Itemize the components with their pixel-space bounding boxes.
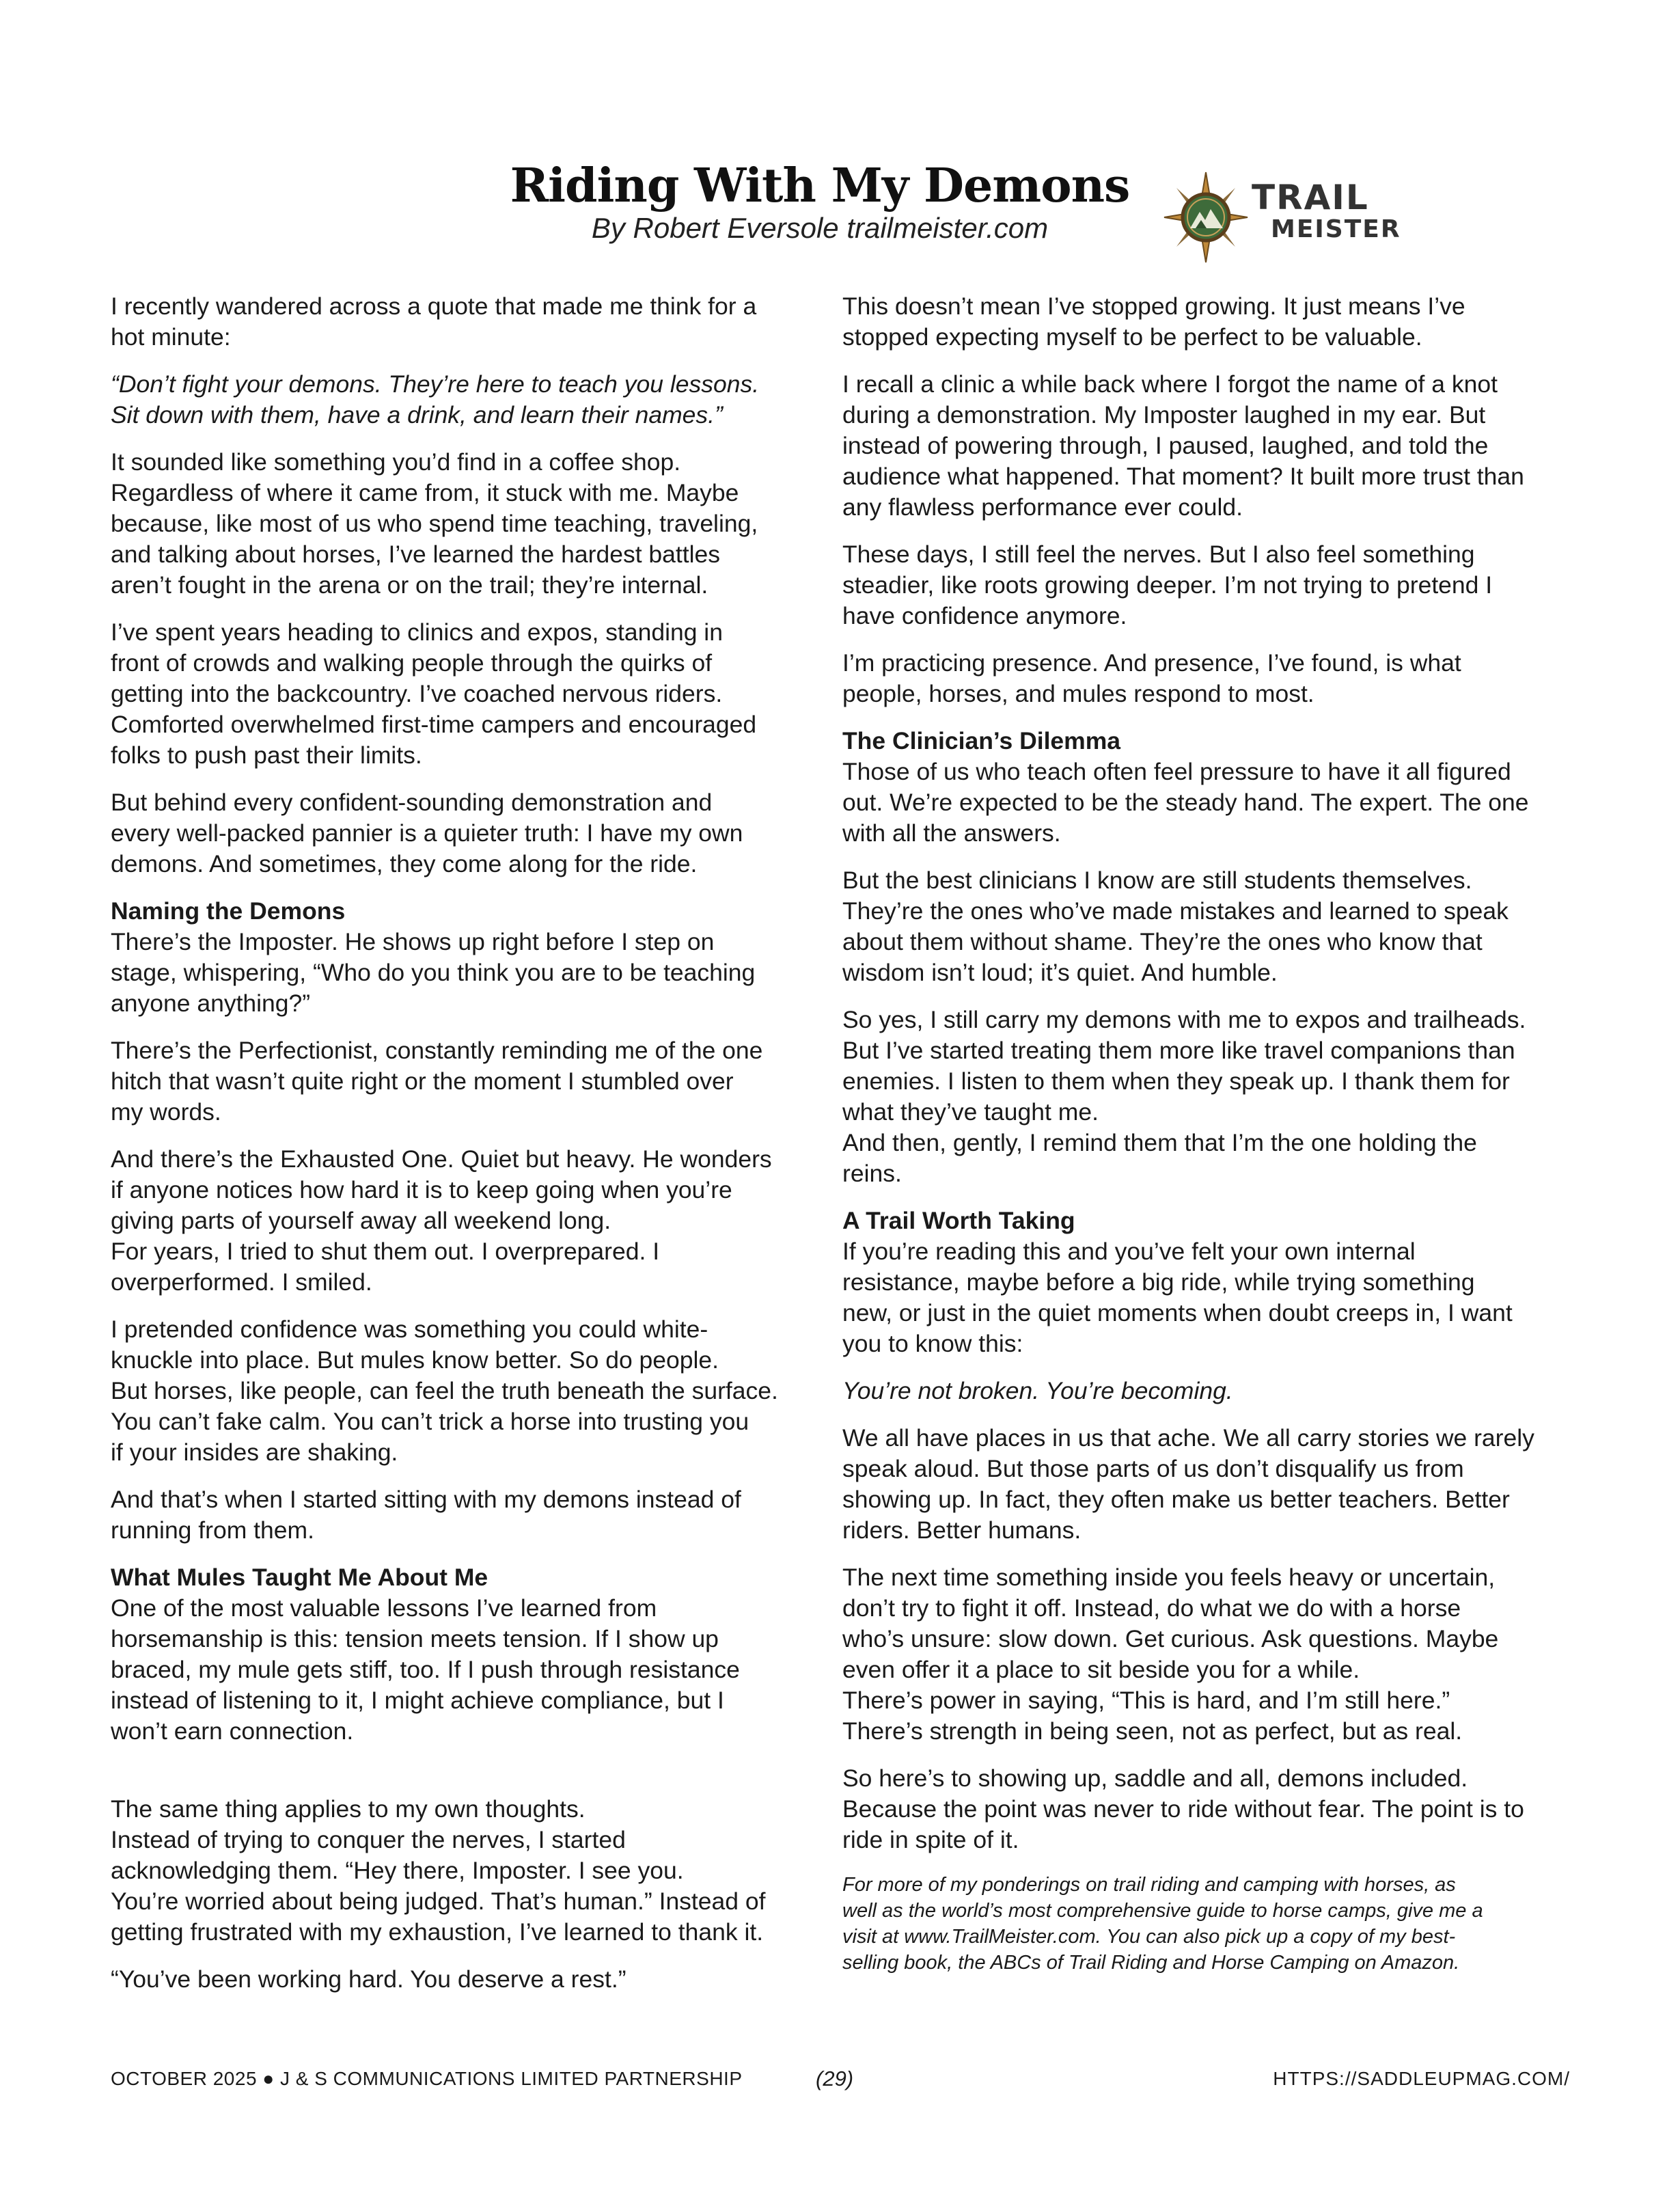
text-line: I’m practicing presence. And presence, I’ve found, is what <box>842 649 1461 677</box>
text-line: For years, I tried to shut them out. I overprepared. I <box>111 1238 660 1265</box>
text-line: showing up. In fact, they often make us better teachers. Better <box>842 1486 1510 1513</box>
text-line: and talking about horses, I’ve learned the hardest battles <box>111 541 721 568</box>
page-footer <box>111 2065 1570 2093</box>
paragraph <box>111 1484 799 1546</box>
text-line: front of crowds and walking people through the quirks of <box>111 649 713 677</box>
text-line: hitch that wasn’t quite right or the moment I stumbled over <box>111 1067 734 1095</box>
text-line: But I’ve started treating them more like travel companions than <box>842 1037 1515 1064</box>
paragraph <box>842 1423 1570 1546</box>
text-line: speak aloud. But those parts of us don’t disqualify us from <box>842 1455 1464 1482</box>
text-line: For more of my ponderings on trail riding and camping with horses, as <box>842 1874 1456 1896</box>
text-line: demons. And sometimes, they come along for the ride. <box>111 850 698 877</box>
paragraph <box>111 1314 799 1468</box>
article-byline: By Robert Eversole trailmeister.com <box>591 212 1049 244</box>
author-footnote <box>842 1872 1570 1976</box>
text-line: if your insides are shaking. <box>111 1439 398 1466</box>
text-line: don’t try to fight it off. Instead, do what we do with a horse <box>842 1594 1461 1622</box>
logo-meister-text: MEISTER <box>1271 215 1401 243</box>
trailmeister-logo <box>1161 169 1401 272</box>
text-line: won’t earn connection. <box>111 1717 354 1745</box>
text-line: you to know this: <box>842 1330 1023 1357</box>
text-line: stage, whispering, “Who do you think you are to be teaching <box>111 959 756 986</box>
text-line: They’re the ones who’ve made mistakes and learned to speak <box>842 897 1509 925</box>
section <box>842 1206 1570 1359</box>
text-line: ride in spite of it. <box>842 1826 1019 1853</box>
text-line: So here’s to showing up, saddle and all, demons included. <box>842 1765 1468 1792</box>
text-line: braced, my mule gets stiff, too. If I push through resistance <box>111 1656 740 1683</box>
text-line: The next time something inside you feels heavy or uncertain, <box>842 1564 1496 1591</box>
text-line: And there’s the Exhausted One. Quiet but heavy. He wonders <box>111 1145 772 1173</box>
text-line: There’s strength in being seen, not as perfect, but as real. <box>842 1717 1463 1745</box>
text-line: folks to push past their limits. <box>111 741 422 769</box>
section-heading: A Trail Worth Taking <box>842 1207 1075 1234</box>
paragraph <box>842 1005 1570 1189</box>
pull-quote <box>111 369 799 431</box>
footer-website: HTTPS://SADDLEUPMAG.COM/ <box>1273 2068 1570 2089</box>
article-header <box>478 159 1161 246</box>
text-line: It sounded like something you’d find in a coffee shop. <box>111 448 681 476</box>
paragraph <box>842 369 1570 523</box>
text-line: But behind every confident-sounding demonstration and <box>111 789 713 816</box>
text-line: instead of powering through, I paused, laughed, and told the <box>842 432 1489 459</box>
text-line: what they’ve taught me. <box>842 1098 1099 1126</box>
paragraph <box>842 648 1570 709</box>
section <box>111 1562 799 1747</box>
section <box>842 726 1570 849</box>
text-line: Instead of trying to conquer the nerves, I started <box>111 1826 626 1853</box>
text-line: because, like most of us who spend time teaching, traveling, <box>111 510 758 537</box>
text-line: Regardless of where it came from, it stuck with me. Maybe <box>111 479 739 506</box>
text-line: These days, I still feel the nerves. But I also feel something <box>842 541 1475 568</box>
text-line: I’ve spent years heading to clinics and expos, standing in <box>111 618 723 646</box>
paragraph <box>111 291 799 353</box>
text-line: So yes, I still carry my demons with me to expos and trailheads. <box>842 1006 1526 1033</box>
text-line: audience what happened. That moment? It built more trust than <box>842 463 1524 490</box>
text-line: I recently wandered across a quote that made me think for a <box>111 292 757 320</box>
text-line: during a demonstration. My Imposter laughed in my ear. But <box>842 401 1486 428</box>
text-line: instead of listening to it, I might achieve compliance, but I <box>111 1687 724 1714</box>
italic-statement <box>842 1376 1570 1406</box>
section-heading: Naming the Demons <box>111 897 346 925</box>
text-line: acknowledging them. “Hey there, Imposter. I see you. <box>111 1857 684 1884</box>
text-line: hot minute: <box>111 323 231 351</box>
text-line: “You’ve been working hard. You deserve a rest.” <box>111 1965 626 1993</box>
text-line: running from them. <box>111 1516 314 1544</box>
paragraph <box>111 1144 799 1298</box>
text-line: And then, gently, I remind them that I’m the one holding the <box>842 1129 1477 1156</box>
text-line: getting frustrated with my exhaustion, I’ve learned to thank it. <box>111 1918 764 1946</box>
text-line: There’s the Imposter. He shows up right before I step on <box>111 928 715 955</box>
text-line: The same thing applies to my own thoughts. <box>111 1795 586 1823</box>
text-line: getting into the backcountry. I’ve coached nervous riders. <box>111 680 723 707</box>
text-line: If you’re reading this and you’ve felt your own internal <box>842 1238 1416 1265</box>
paragraph <box>842 865 1570 988</box>
text-line: But the best clinicians I know are still students themselves. <box>842 867 1472 894</box>
text-line: wisdom isn’t loud; it’s quiet. And humble. <box>842 959 1278 986</box>
paragraph <box>842 291 1570 353</box>
text-line: You’re worried about being judged. That’s human.” Instead of <box>111 1888 766 1915</box>
text-line: steadier, like roots growing deeper. I’m not trying to pretend I <box>842 571 1493 599</box>
text-line: There’s power in saying, “This is hard, and I’m still here.” <box>842 1687 1450 1714</box>
text-line: aren’t fought in the arena or on the trail; they’re internal. <box>111 571 708 599</box>
text-line: horsemanship is this: tension meets tension. If I show up <box>111 1625 719 1652</box>
paragraph <box>111 447 799 601</box>
paragraph <box>111 617 799 771</box>
paragraph <box>842 539 1570 631</box>
page-number: (29) <box>816 2067 854 2090</box>
text-line: selling book, the ABCs of Trail Riding and Horse Camping on Amazon. <box>842 1952 1460 1974</box>
text-line: overperformed. I smiled. <box>111 1268 372 1296</box>
text-line: out. We’re expected to be the steady hand. The expert. The one <box>842 789 1529 816</box>
paragraph <box>842 1763 1570 1855</box>
paragraph <box>111 787 799 880</box>
text-line: if anyone notices how hard it is to keep going when you’re <box>111 1176 732 1203</box>
text-line: You can’t fake calm. You can’t trick a horse into trusting you <box>111 1408 749 1435</box>
text-line: new, or just in the quiet moments when doubt creeps in, I want <box>842 1299 1513 1326</box>
text-line: Because the point was never to ride without fear. The point is to <box>842 1795 1524 1823</box>
section-heading: What Mules Taught Me About Me <box>111 1564 488 1591</box>
text-line: There’s the Perfectionist, constantly reminding me of the one <box>111 1037 763 1064</box>
article-title: Riding With My Demons <box>510 159 1130 213</box>
text-line: One of the most valuable lessons I’ve learned from <box>111 1594 657 1622</box>
text-line: have confidence anymore. <box>842 602 1127 629</box>
text-line: resistance, maybe before a big ride, while trying something <box>842 1268 1475 1296</box>
text-line: enemies. I listen to them when they speak up. I thank them for <box>842 1067 1510 1095</box>
paragraph <box>111 1964 799 1995</box>
compass-rose-mountain-logo-icon <box>1161 169 1250 265</box>
text-line: who’s unsure: slow down. Get curious. Ask questions. Maybe <box>842 1625 1499 1652</box>
text-line: This doesn’t mean I’ve stopped growing. It just means I’ve <box>842 292 1465 320</box>
text-line: with all the answers. <box>842 819 1061 847</box>
text-line: “Don’t fight your demons. They’re here to teach you lessons. <box>111 370 760 398</box>
text-line: stopped expecting myself to be perfect to be valuable. <box>842 323 1422 351</box>
text-line: even offer it a place to sit beside you for a while. <box>842 1656 1360 1683</box>
text-line: visit at www.TrailMeister.com. You can also pick up a copy of my best- <box>842 1926 1456 1948</box>
footer-publication-info: OCTOBER 2025 ● J & S COMMUNICATIONS LIMITED PARTNERSHIP <box>111 2068 743 2089</box>
text-line: reins. <box>842 1160 902 1187</box>
text-line: We all have places in us that ache. We all carry stories we rarely <box>842 1424 1534 1452</box>
text-line: giving parts of yourself away all weekend long. <box>111 1207 611 1234</box>
text-line: about them without shame. They’re the ones who know that <box>842 928 1483 955</box>
logo-trail-text: TRAIL <box>1252 178 1369 217</box>
text-line: knuckle into place. But mules know better. So do people. <box>111 1346 719 1374</box>
text-line: And that’s when I started sitting with my demons instead of <box>111 1486 741 1513</box>
text-line: every well-packed pannier is a quieter truth: I have my own <box>111 819 743 847</box>
text-line: But horses, like people, can feel the truth beneath the surface. <box>111 1377 778 1404</box>
text-line: riders. Better humans. <box>842 1516 1082 1544</box>
text-line: You’re not broken. You’re becoming. <box>842 1377 1233 1404</box>
text-line: well as the world’s most comprehensive guide to horse camps, give me a <box>842 1900 1483 1922</box>
text-line: Sit down with them, have a drink, and learn their names.” <box>111 401 723 428</box>
text-line: people, horses, and mules respond to most. <box>842 680 1314 707</box>
paragraph <box>111 1794 799 1948</box>
left-column <box>111 291 799 2011</box>
text-line: Those of us who teach often feel pressure to have it all figured <box>842 758 1511 785</box>
right-column <box>842 291 1570 1992</box>
text-line: my words. <box>111 1098 221 1126</box>
text-line: I recall a clinic a while back where I forgot the name of a knot <box>842 370 1498 398</box>
paragraph <box>842 1562 1570 1747</box>
logo-wordmark <box>1252 179 1401 243</box>
text-line: I pretended confidence was something you could white- <box>111 1316 708 1343</box>
text-line: any flawless performance ever could. <box>842 493 1243 521</box>
text-line: anyone anything?” <box>111 990 311 1017</box>
section <box>111 896 799 1019</box>
section-heading: The Clinician’s Dilemma <box>842 727 1121 754</box>
text-line: Comforted overwhelmed first-time campers and encouraged <box>111 711 757 738</box>
paragraph <box>111 1035 799 1128</box>
